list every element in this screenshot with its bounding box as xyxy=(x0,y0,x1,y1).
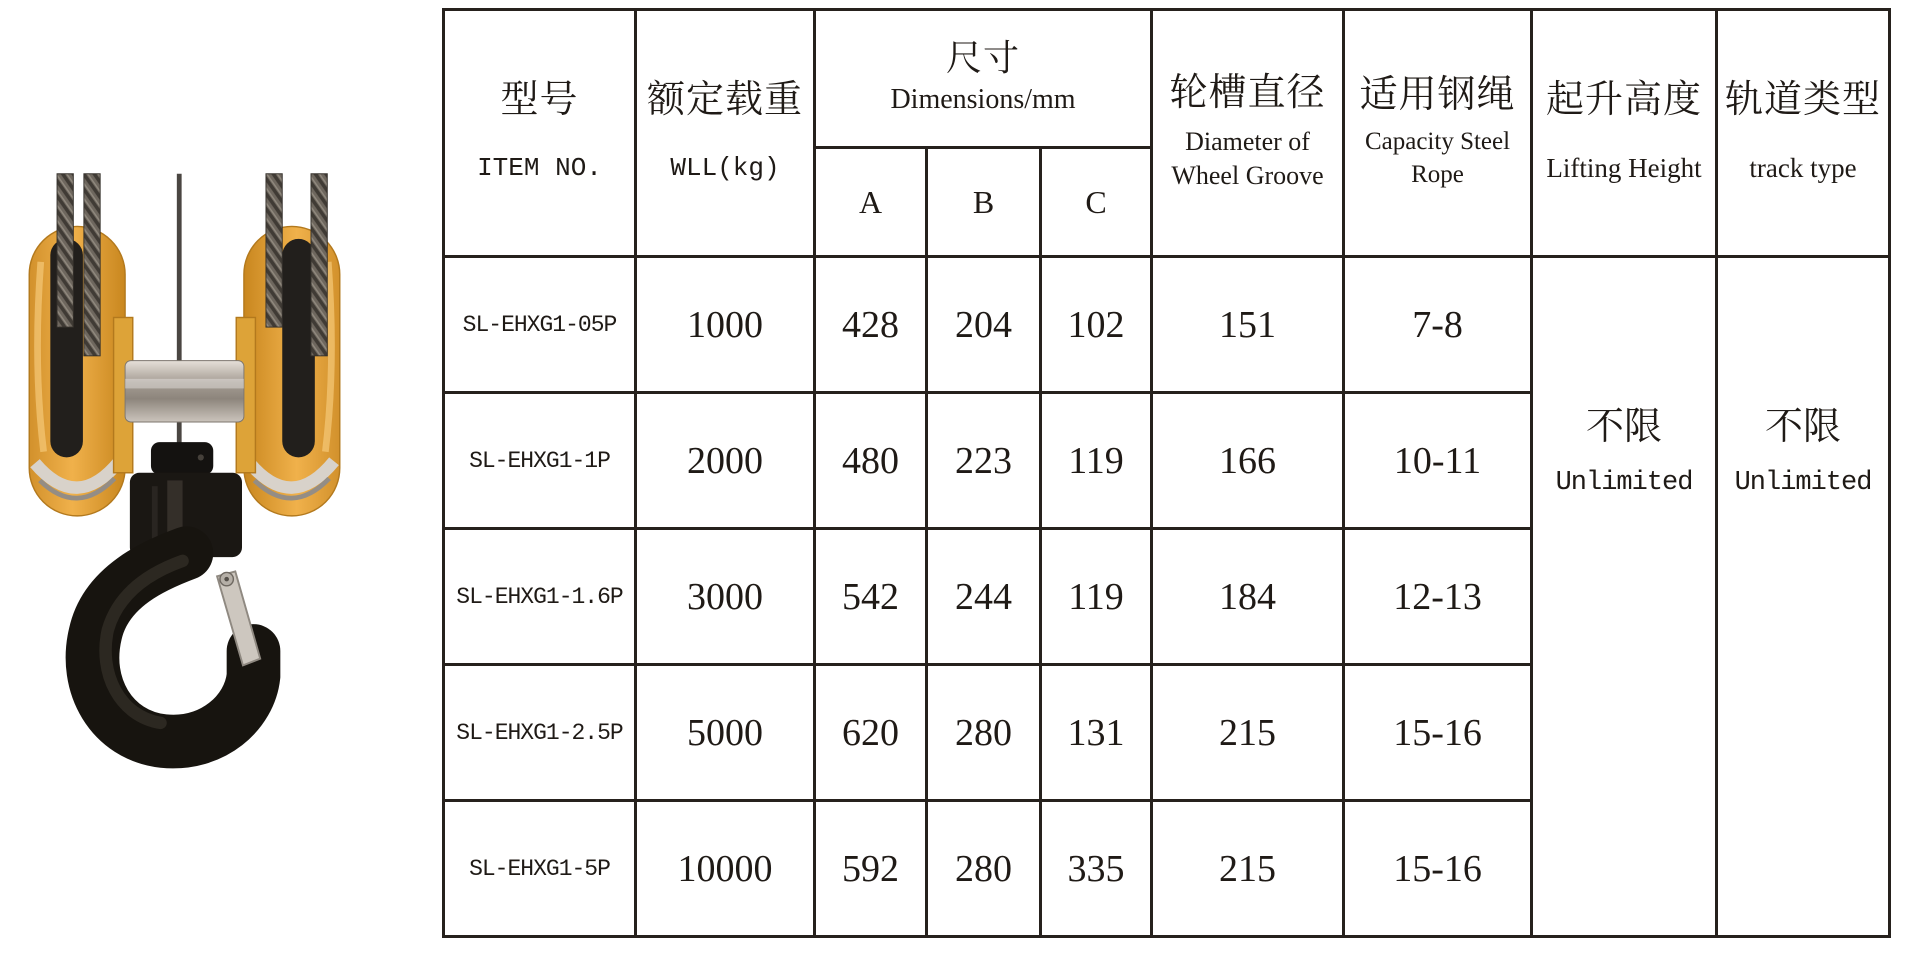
cell-item-code: SL-EHXG1-05P xyxy=(444,257,636,393)
cell-lifting-height-merged xyxy=(1532,257,1717,937)
header-steel-rope-zh: 适用钢绳 xyxy=(1359,73,1516,116)
cell-groove: 166 xyxy=(1152,393,1344,529)
cell-dim-b: 280 xyxy=(927,665,1041,801)
cell-dim-b: 280 xyxy=(927,801,1041,937)
header-steel-rope xyxy=(1344,10,1532,257)
cell-item-code: SL-EHXG1-5P xyxy=(444,801,636,937)
cell-dim-c: 102 xyxy=(1041,257,1152,393)
cell-dim-a: 620 xyxy=(815,665,927,801)
cell-wll: 2000 xyxy=(636,393,815,529)
header-track-type-zh: 轨道类型 xyxy=(1725,78,1882,121)
cell-dim-a: 428 xyxy=(815,257,927,393)
cell-rope: 15-16 xyxy=(1344,665,1532,801)
header-wll xyxy=(636,10,815,257)
lifting-unlimited-en: Unlimited xyxy=(1555,468,1693,498)
track-unlimited-en: Unlimited xyxy=(1734,468,1872,498)
cell-rope: 15-16 xyxy=(1344,801,1532,937)
cell-dim-c: 335 xyxy=(1041,801,1152,937)
header-dim-c: C xyxy=(1041,148,1152,257)
cell-wll: 1000 xyxy=(636,257,815,393)
cell-rope: 12-13 xyxy=(1344,529,1532,665)
cell-groove: 184 xyxy=(1152,529,1344,665)
header-lifting-height-en: Lifting Height xyxy=(1546,153,1702,184)
header-dimensions-zh: 尺寸 xyxy=(946,37,1021,78)
header-wheel-groove-zh: 轮槽直径 xyxy=(1169,72,1326,115)
cell-item-code: SL-EHXG1-1P xyxy=(444,393,636,529)
header-item-no-en: ITEM NO. xyxy=(477,153,602,183)
cell-dim-a: 480 xyxy=(815,393,927,529)
cell-item-code: SL-EHXG1-1.6P xyxy=(444,529,636,665)
cell-rope: 10-11 xyxy=(1344,393,1532,529)
header-wheel-groove xyxy=(1152,10,1344,257)
cell-wll: 5000 xyxy=(636,665,815,801)
cell-groove: 151 xyxy=(1152,257,1344,393)
product-photo xyxy=(12,160,357,820)
cell-dim-c: 119 xyxy=(1041,529,1152,665)
header-dim-b: B xyxy=(927,148,1041,257)
cell-dim-b: 204 xyxy=(927,257,1041,393)
cell-track-type-merged xyxy=(1717,257,1890,937)
spec-table xyxy=(442,8,1891,938)
cell-wll: 10000 xyxy=(636,801,815,937)
cell-groove: 215 xyxy=(1152,801,1344,937)
cell-dim-a: 542 xyxy=(815,529,927,665)
cell-dim-c: 131 xyxy=(1041,665,1152,801)
cell-dim-c: 119 xyxy=(1041,393,1152,529)
cell-dim-b: 223 xyxy=(927,393,1041,529)
header-wll-zh: 额定载重 xyxy=(646,79,803,122)
track-unlimited-zh: 不限 xyxy=(1765,406,1842,448)
header-item-no-zh: 型号 xyxy=(500,79,579,122)
header-wll-en: WLL(kg) xyxy=(670,153,780,183)
pulley-housing-left xyxy=(29,226,125,515)
header-dim-a: A xyxy=(815,148,927,257)
header-dimensions xyxy=(815,10,1152,148)
lifting-unlimited-zh: 不限 xyxy=(1586,406,1663,448)
header-dimensions-en: Dimensions/mm xyxy=(890,84,1076,116)
safety-latch xyxy=(217,571,260,665)
cell-groove: 215 xyxy=(1152,665,1344,801)
header-item-no xyxy=(444,10,636,257)
cell-dim-b: 244 xyxy=(927,529,1041,665)
header-track-type-en: track type xyxy=(1749,153,1857,184)
cell-dim-a: 592 xyxy=(815,801,927,937)
cell-rope: 7-8 xyxy=(1344,257,1532,393)
header-wheel-groove-en: Diameter of Wheel Groove xyxy=(1171,127,1324,190)
table-row xyxy=(444,257,1890,393)
header-lifting-height-zh: 起升高度 xyxy=(1546,78,1703,121)
header-lifting-height xyxy=(1532,10,1717,257)
header-track-type xyxy=(1717,10,1890,257)
cell-wll: 3000 xyxy=(636,529,815,665)
header-steel-rope-en: Capacity Steel Rope xyxy=(1364,128,1511,188)
cell-item-code: SL-EHXG1-2.5P xyxy=(444,665,636,801)
